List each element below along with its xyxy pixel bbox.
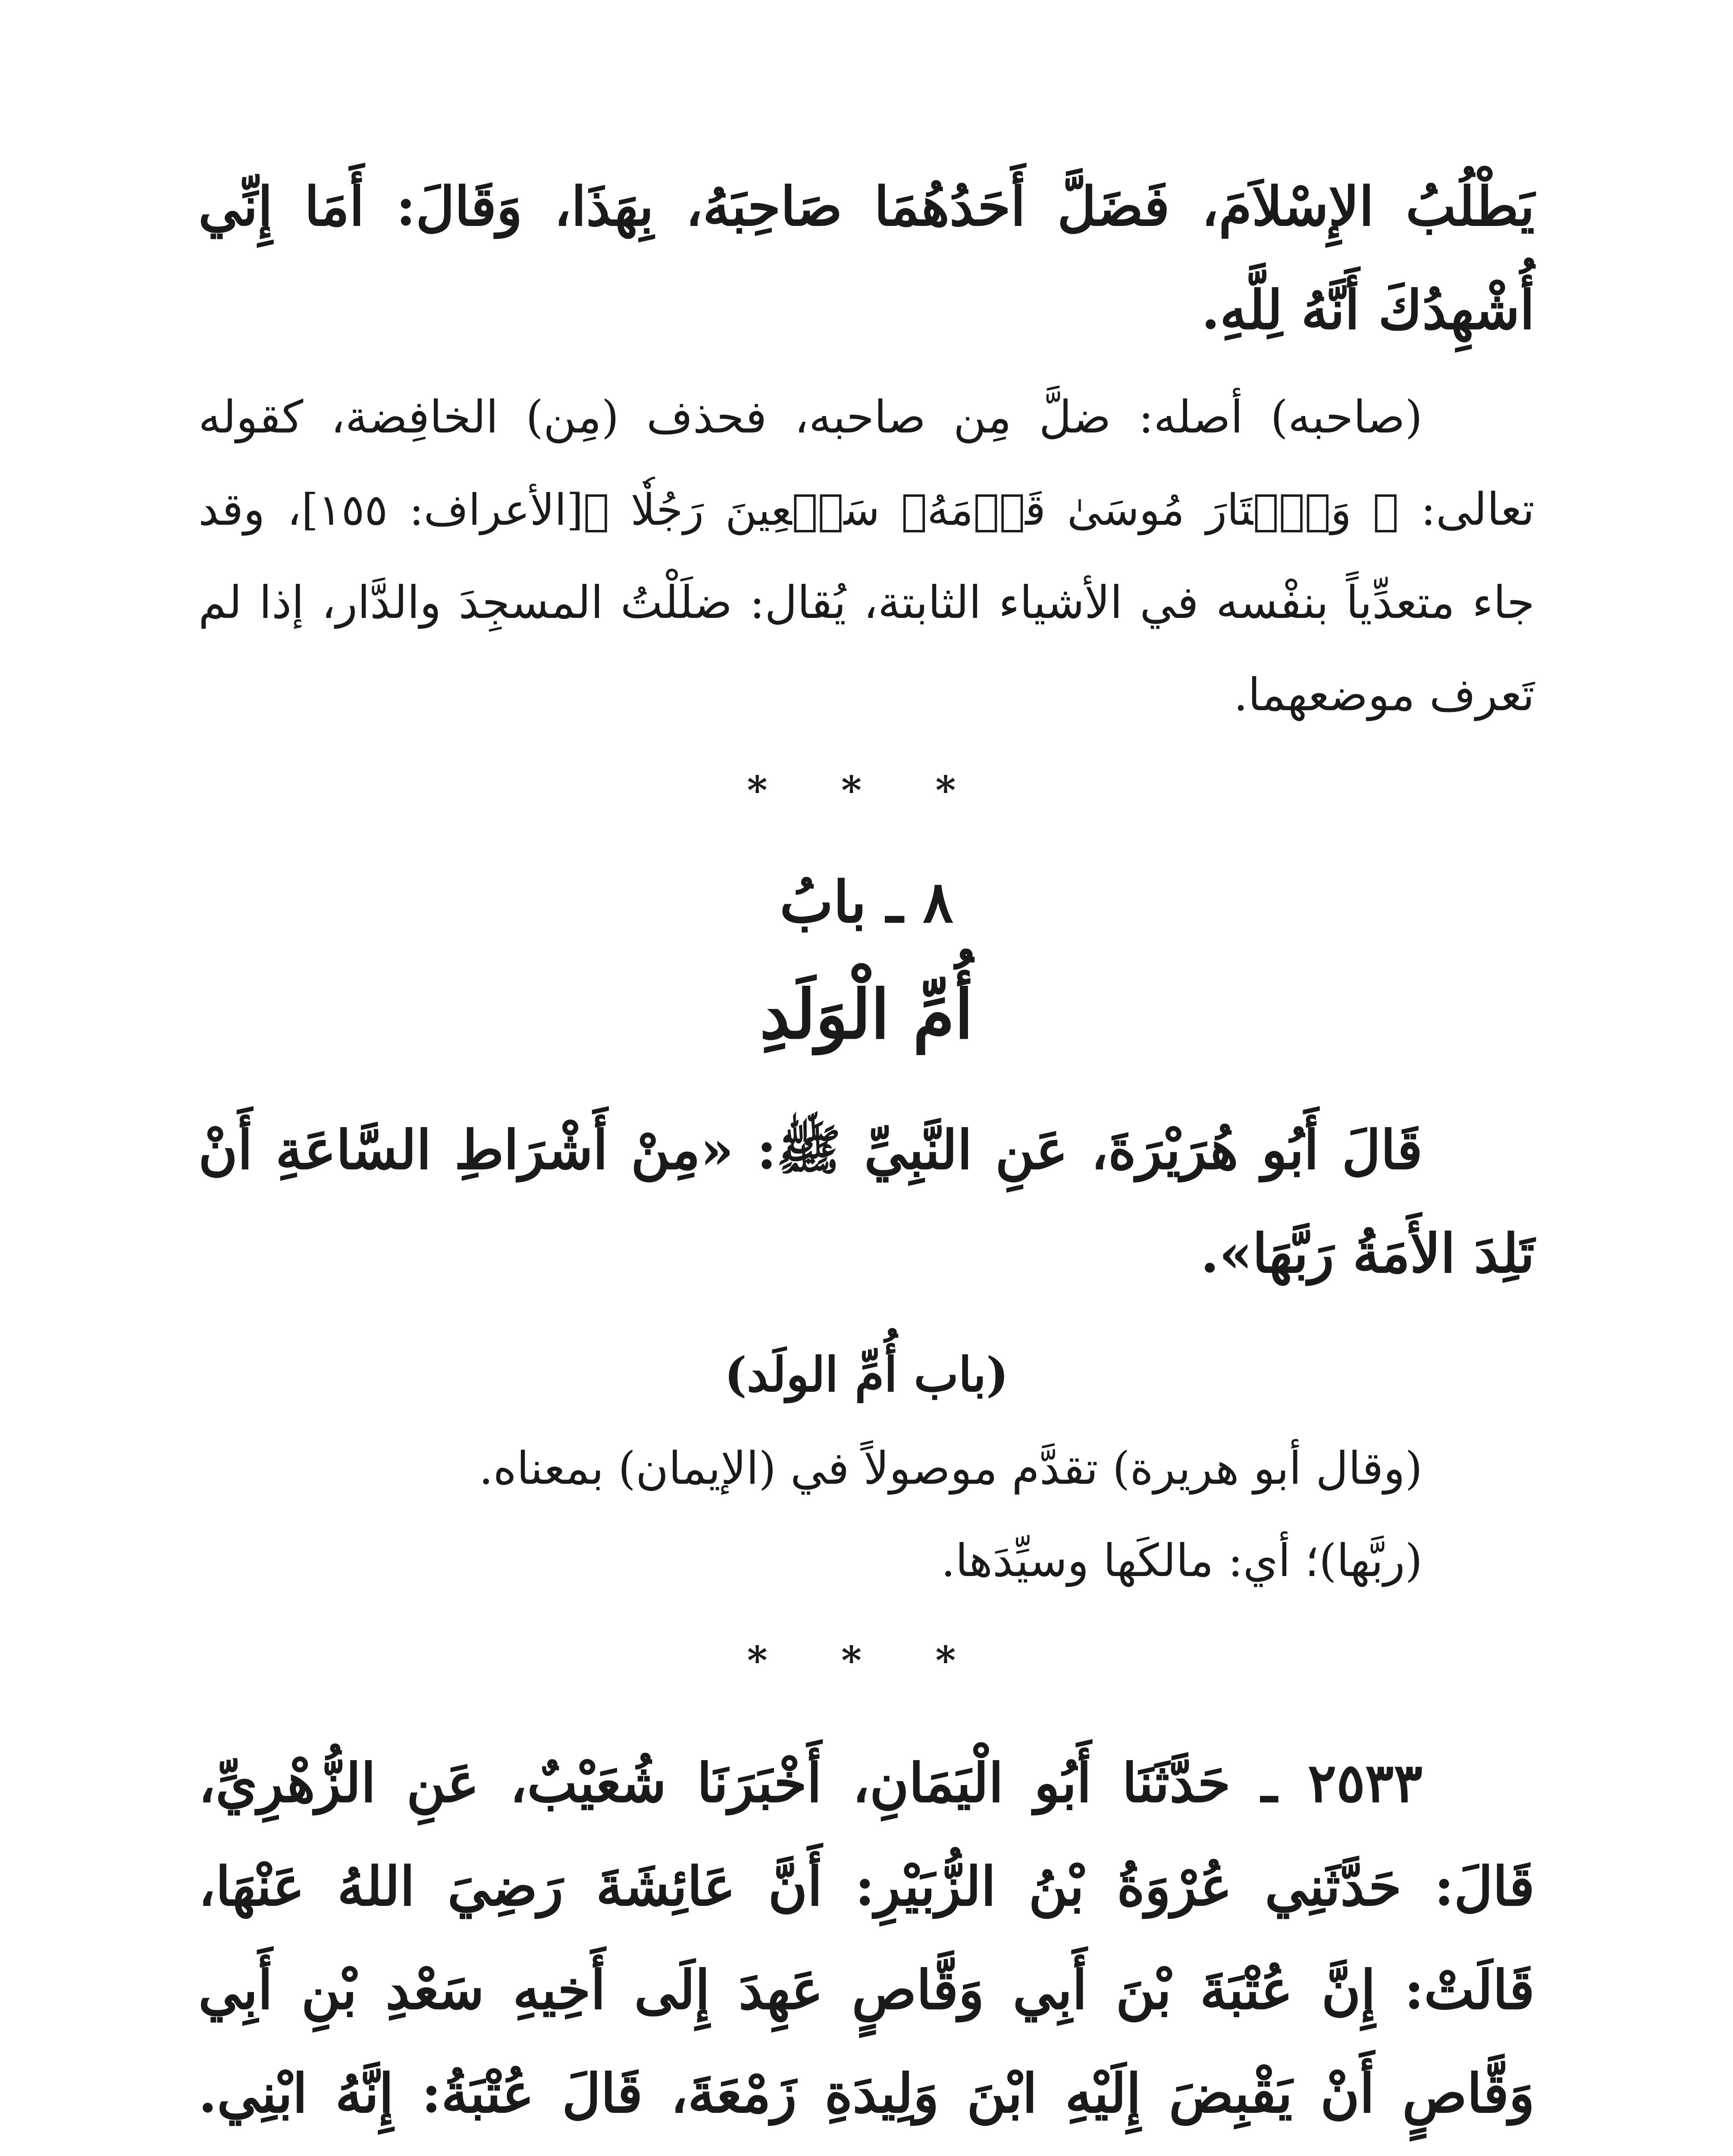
section-separator: * * * — [747, 768, 986, 813]
quran-reference: [الأعراف: ١٥٥] — [301, 485, 583, 535]
hadith-continuation-text: يَطْلُبُ الإِسْلاَمَ، فَضَلَّ أَحَدُهُمَا صَاحِبَهُ، بِهَذَا، وَقَالَ: أَمَا إِنِّي أُشْهِدُكَ أَنَّهُ لِلَّهِ. — [198, 175, 1535, 342]
commentary-line: (ربَّها)؛ أي: مالكَها وسيِّدَها. — [941, 1534, 1423, 1587]
quran-verse: ﴿ وَٱخۡتَارَ مُوسَىٰ قَوۡمَهُۥ سَبۡعِينَ رَجُلٗا ﴾ — [583, 485, 1399, 535]
hadith-text: قَالَ أَبُو هُرَيْرَةَ، عَنِ النَّبِيِّ ﷺ: «مِنْ أَشْرَاطِ السَّاعَةِ أَنْ تَلِدَ الأَمَةُ رَبَّهَا». — [198, 1119, 1535, 1285]
commentary-text-part-1: (صاحبه) أصله: ضلَّ مِن صاحبه، فحذف (مِن) الخافِضة، كقوله تعالى: — [198, 391, 1535, 536]
commentary-heading: (باب أُمِّ الولَد) — [724, 1347, 1009, 1402]
chapter-number: ٨ ـ بابُ — [780, 869, 953, 936]
section-separator: * * * — [747, 1638, 986, 1683]
commentary-text-part-2: ، وقد جاء متعدِّياً بنفْسه في الأشياء الثابتة، يُقال: ضلَلْتُ المسجِدَ والدَّار، إذا لم تَعرف موضعهما. — [198, 483, 1535, 721]
commentary-line: (وقال أبو هريرة) تقدَّم موصولاً في (الإيمان) بمعناه. — [479, 1442, 1423, 1495]
chapter-title: أُمِّ الْوَلَدِ — [759, 975, 974, 1054]
commentary-paragraph — [198, 371, 1535, 741]
hadith-text-numbered: ٢٥٣٣ ـ حَدَّثَنَا أَبُو الْيَمَانِ، أَخْبَرَنَا شُعَيْبٌ، عَنِ الزُّهْرِيِّ، قَالَ: حَدَّثَنِي عُرْوَةُ بْنُ الزُّبَيْرِ: أَنَّ عَائِشَةَ رَضِيَ اللهُ عَنْهَا، قَالَتْ: إِنَّ عُتْبَةَ بْنَ أَبِي وَقَّاصٍ عَهِدَ إِلَى أَخِيهِ سَعْدِ بْنِ أَبِي وَقَّاصٍ أَنْ يَقْبِضَ إِلَيْهِ ابْنَ وَلِيدَةِ زَمْعَةَ، قَالَ عُتْبَةُ: إِنَّهُ ابْنِي. — [198, 1752, 1535, 2125]
